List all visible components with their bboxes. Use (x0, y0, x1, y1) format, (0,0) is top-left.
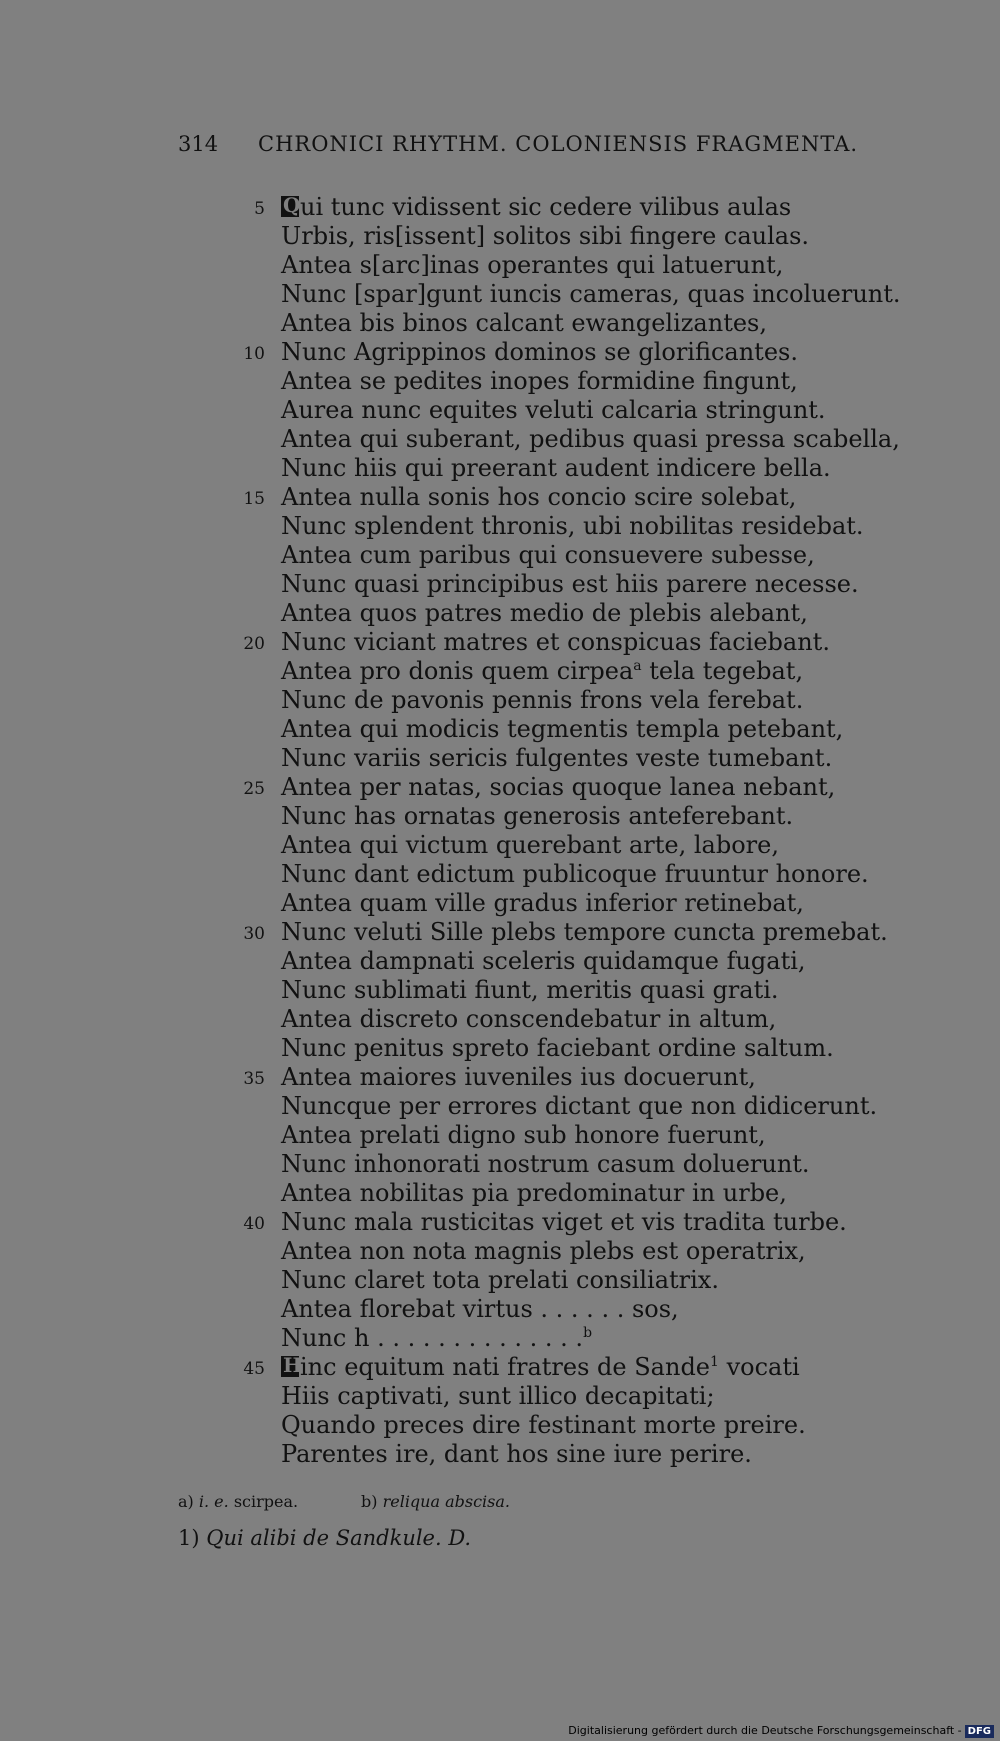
poem-line (0, 1034, 1000, 1063)
line-text (281, 599, 808, 628)
note-reference: 1 (710, 1354, 719, 1370)
note-a-marker: a) (178, 1492, 194, 1511)
poem-line (0, 831, 1000, 860)
line-main-text: Nunc viciant matres et conspicuas faciebant. (281, 628, 830, 656)
poem-line (0, 541, 1000, 570)
line-main-text: Antea nobilitas pia predominatur in urbe, (281, 1179, 787, 1207)
credit-text: Digitalisierung gefördert durch die Deutsche Forschungsgemeinschaft - (568, 1724, 962, 1737)
footnote-marker: 1) (178, 1526, 200, 1550)
line-main-text: Nunc mala rusticitas viget et vis tradita turbe. (281, 1208, 847, 1236)
line-main-text: Nunc veluti Sille plebs tempore cuncta premebat. (281, 918, 888, 946)
poem-line (0, 396, 1000, 425)
line-text (281, 338, 798, 367)
poem-line (0, 367, 1000, 396)
line-text (281, 1208, 847, 1237)
line-number: 45 (243, 1359, 265, 1379)
line-main-text: inc equitum nati fratres de Sande (300, 1353, 711, 1381)
footnote-text: Qui alibi de Sandkule. D. (206, 1526, 472, 1550)
line-text (281, 280, 901, 309)
line-main-text: Antea per natas, socias quoque lanea nebant, (281, 773, 836, 801)
poem-line (0, 744, 1000, 773)
line-number: 15 (243, 489, 265, 509)
poem-line (0, 1266, 1000, 1295)
line-number: 35 (243, 1069, 265, 1089)
page-header (178, 132, 898, 164)
line-text (281, 1179, 787, 1208)
poem-line (0, 1208, 1000, 1237)
line-text (281, 512, 864, 541)
line-text (281, 947, 806, 976)
line-text (281, 483, 796, 512)
poem-line (0, 976, 1000, 1005)
line-text-after: tela tegebat, (641, 657, 804, 685)
line-text (281, 251, 783, 280)
poem-line (0, 1237, 1000, 1266)
note-a (178, 1492, 298, 1511)
line-main-text: Nunc variis sericis fulgentes veste tumebant. (281, 744, 833, 772)
note-b-marker: b) (361, 1492, 378, 1511)
line-text (281, 1295, 679, 1324)
line-text (281, 1121, 766, 1150)
poem-line (0, 889, 1000, 918)
line-text (281, 918, 888, 947)
line-main-text: Antea dampnati sceleris quidamque fugati, (281, 947, 806, 975)
page-number: 314 (178, 132, 219, 156)
line-text (281, 773, 835, 802)
poem-line (0, 715, 1000, 744)
line-main-text: Hiis captivati, sunt illico decapitati; (281, 1382, 715, 1410)
poem-line (0, 947, 1000, 976)
line-number: 25 (243, 779, 265, 799)
poem-line (0, 512, 1000, 541)
line-text (281, 860, 869, 889)
line-text (281, 686, 803, 715)
poem-line (0, 425, 1000, 454)
line-main-text: Nuncque per errores dictant que non didicerunt. (281, 1092, 878, 1120)
poem-line (0, 309, 1000, 338)
note-a-ie: i. e. (198, 1492, 229, 1511)
line-text (281, 1063, 756, 1092)
line-text (281, 1440, 752, 1469)
poem-line (0, 1092, 1000, 1121)
line-text (281, 1411, 806, 1440)
poem-line (0, 1150, 1000, 1179)
footnote (178, 1526, 471, 1550)
poem-line (0, 570, 1000, 599)
poem-line (0, 599, 1000, 628)
line-text (281, 657, 803, 686)
line-main-text: Aurea nunc equites veluti calcaria stringunt. (281, 396, 826, 424)
line-text (281, 541, 815, 570)
line-main-text: Nunc has ornatas generosis anteferebant. (281, 802, 794, 830)
line-main-text: Antea qui victum querebant arte, labore, (281, 831, 779, 859)
line-main-text: Nunc penitus spreto faciebant ordine saltum. (281, 1034, 834, 1062)
line-text (281, 1324, 592, 1353)
line-text (281, 744, 832, 773)
poem-line (0, 918, 1000, 947)
poem-body (0, 193, 1000, 1469)
line-main-text: Antea nulla sonis hos concio scire solebat, (281, 483, 797, 511)
line-main-text: Antea s[arc]inas operantes qui latuerunt, (281, 251, 784, 279)
line-main-text: ui tunc vidissent sic cedere vilibus aulas (300, 193, 792, 221)
poem-line (0, 483, 1000, 512)
line-main-text: Antea maiores iuveniles ius docuerunt, (281, 1063, 756, 1091)
note-reference: a (633, 658, 642, 674)
line-text (281, 802, 793, 831)
drop-initial-letter: H (283, 1353, 302, 1377)
poem-line (0, 1382, 1000, 1411)
line-main-text: Antea prelati digno sub honore fuerunt, (281, 1121, 766, 1149)
poem-line (0, 1353, 1000, 1382)
line-main-text: Antea qui suberant, pedibus quasi pressa scabella, (281, 425, 900, 453)
line-text (281, 831, 779, 860)
line-text (281, 425, 900, 454)
line-text (281, 193, 791, 222)
line-text (281, 1353, 800, 1382)
note-b-text: reliqua abscisa. (382, 1492, 511, 1511)
line-main-text: Parentes ire, dant hos sine iure perire. (281, 1440, 752, 1468)
digitization-credit (568, 1724, 994, 1738)
line-main-text: Nunc h . . . . . . . . . . . . . . (281, 1324, 584, 1352)
poem-line (0, 1440, 1000, 1469)
poem-line (0, 802, 1000, 831)
note-a-word: scirpea. (233, 1492, 299, 1511)
poem-line (0, 251, 1000, 280)
running-title: CHRONICI RHYTHM. COLONIENSIS FRAGMENTA. (258, 132, 859, 156)
line-main-text: Nunc splendent thronis, ubi nobilitas residebat. (281, 512, 864, 540)
line-main-text: Antea quam ville gradus inferior retinebat, (281, 889, 804, 917)
poem-line (0, 1295, 1000, 1324)
line-text (281, 715, 843, 744)
line-text (281, 570, 859, 599)
line-main-text: Antea quos patres medio de plebis alebant, (281, 599, 808, 627)
line-text (281, 1092, 877, 1121)
poem-line (0, 1324, 1000, 1353)
line-main-text: Antea non nota magnis plebs est operatrix, (281, 1237, 806, 1265)
line-main-text: Nunc inhonorati nostrum casum doluerunt. (281, 1150, 810, 1178)
poem-line (0, 657, 1000, 686)
line-main-text: Antea bis binos calcant ewangelizantes, (281, 309, 767, 337)
line-main-text: Nunc quasi principibus est hiis parere necesse. (281, 570, 859, 598)
note-reference: b (583, 1325, 593, 1341)
line-main-text: Antea pro donis quem cirpea (281, 657, 634, 685)
note-b (361, 1492, 510, 1511)
line-main-text: Urbis, ris[issent] solitos sibi fingere caulas. (281, 222, 810, 250)
line-text (281, 628, 830, 657)
poem-line (0, 454, 1000, 483)
line-text (281, 1034, 834, 1063)
poem-line (0, 1411, 1000, 1440)
dfg-logo: DFG (965, 1725, 994, 1738)
poem-line (0, 1179, 1000, 1208)
line-main-text: Nunc claret tota prelati consiliatrix. (281, 1266, 719, 1294)
line-text (281, 222, 809, 251)
line-main-text: Antea qui modicis tegmentis templa petebant, (281, 715, 844, 743)
line-number: 5 (254, 199, 265, 219)
line-main-text: Nunc sublimati fiunt, meritis quasi grati. (281, 976, 779, 1004)
poem-line (0, 280, 1000, 309)
line-main-text: Nunc de pavonis pennis frons vela ferebat. (281, 686, 804, 714)
line-number: 10 (243, 344, 265, 364)
drop-initial (281, 1353, 302, 1377)
poem-line (0, 193, 1000, 222)
line-main-text: Nunc Agrippinos dominos se glorificantes. (281, 338, 798, 366)
poem-line (0, 1121, 1000, 1150)
line-number: 30 (243, 924, 265, 944)
poem-line (0, 773, 1000, 802)
line-text (281, 396, 826, 425)
poem-line (0, 686, 1000, 715)
line-text (281, 1237, 806, 1266)
line-main-text: Nunc [spar]gunt iuncis cameras, quas incoluerunt. (281, 280, 901, 308)
poem-line (0, 1063, 1000, 1092)
line-main-text: Nunc dant edictum publicoque fruuntur honore. (281, 860, 869, 888)
line-main-text: Antea cum paribus qui consuevere subesse, (281, 541, 815, 569)
line-text (281, 889, 804, 918)
line-main-text: Quando preces dire festinant morte preire. (281, 1411, 806, 1439)
line-text-after: vocati (718, 1353, 800, 1381)
line-main-text: Antea se pedites inopes formidine fingunt, (281, 367, 798, 395)
line-main-text: Antea discreto conscendebatur in altum, (281, 1005, 777, 1033)
poem-line (0, 628, 1000, 657)
line-text (281, 1266, 719, 1295)
line-number: 20 (243, 634, 265, 654)
line-text (281, 976, 779, 1005)
line-text (281, 1150, 810, 1179)
line-text (281, 1382, 715, 1411)
poem-line (0, 1005, 1000, 1034)
line-text (281, 1005, 776, 1034)
drop-initial-letter: Q (283, 193, 301, 217)
line-main-text: Nunc hiis qui preerant audent indicere bella. (281, 454, 831, 482)
line-text (281, 367, 798, 396)
drop-initial (281, 193, 301, 217)
line-main-text: Antea florebat virtus . . . . . . sos, (281, 1295, 679, 1323)
poem-line (0, 860, 1000, 889)
line-number: 40 (243, 1214, 265, 1234)
line-text (281, 454, 831, 483)
poem-line (0, 338, 1000, 367)
line-text (281, 309, 767, 338)
poem-line (0, 222, 1000, 251)
